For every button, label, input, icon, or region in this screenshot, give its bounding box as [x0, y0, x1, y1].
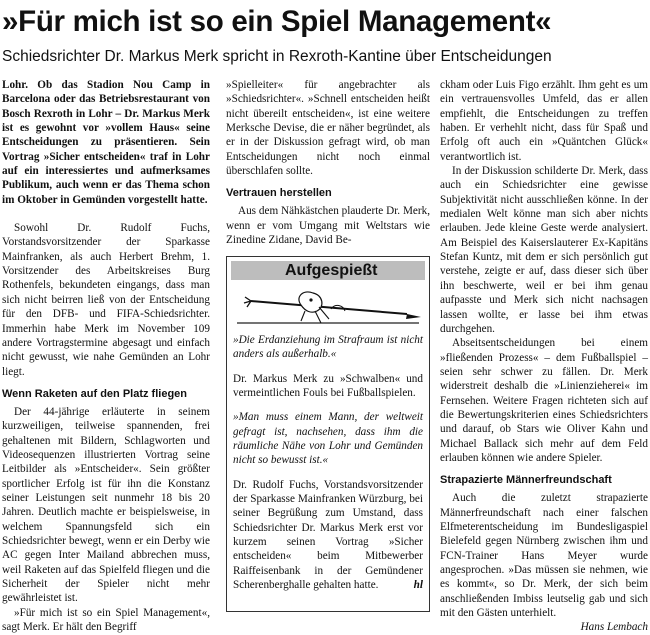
box-text	[233, 333, 423, 593]
quote: »Man muss einem Mann, der weltweit gefragt ist, nachsehen, dass ihm die räumliche Nähe von Lohr und Gemünden nicht so bewusst ist.«	[233, 411, 423, 467]
author-byline: Hans Lembach	[580, 621, 648, 634]
spear-cartoon-icon	[231, 281, 425, 329]
paragraph: Abseitsentscheidungen bei einem »fließenden Prozess« – dem Fußballspiel – seien sehr schwer zu fällen. Dr. Merk widerstreit deshalb die »Linienzieherei« im Fernsehen. Weitere Fragen richteten sich auf die Bewertungskriterien eines Schiedsrichters und darauf, ob Stars wie Oliver Kahn und Michael Ballack sich mehr auf dem Feld erlauben können wie andere Spieler.	[440, 337, 648, 464]
subheading: Vertrauen herstellen	[226, 187, 332, 200]
column-2	[226, 78, 430, 247]
quote-attribution: Dr. Rudolf Fuchs, Vorstandsvorsitzender der Sparkasse Mainfranken Würzburg, bei seiner Begrüßung zum Umstand, dass Schiedsrichter Dr. Markus Merk erst vor kurzem seinen Vortrag »Sicher entscheiden« beim Mitbewerber Raiffeisenbank in der Gemündener Scherenberghalle gehalten hatte. hl	[233, 478, 423, 592]
subtitle: Schiedsrichter Dr. Markus Merk spricht in Rexroth-Kantine über Entscheidungen	[2, 48, 552, 65]
lead-paragraph: Lohr. Ob das Stadion Nou Camp in Barcelona oder das Betriebsrestaurant von Bosch Rexroth in Lohr – Dr. Markus Merk ist es gewohnt vor »vollem Haus« seine Entscheidungen zu präsentieren. Sein Vortrag »Sicher entscheiden« traf in Lohr auf ein interessiertes und aufmerksames Publikum, auch wenn er das Thema schon im Oktober in Gemünden vorgestellt hatte.	[2, 79, 210, 206]
quote-attribution: Dr. Markus Merk zu »Schwalben« und vermeintlichen Fouls bei Fußballspielen.	[233, 372, 423, 400]
paragraph: In der Diskussion schilderte Dr. Merk, dass auch ein Schiedsrichter eine gewisse Subjektivität nicht ausschließen könne. In der medialen Welt könne man sich aber nichts erlauben. Jede kleine Geste werde analysiert. Am Beispiel des Kaiserslauterer Ex-Kapitäns Stefan Kuntz, mit dem er sich persönlich gut verstehe, zeigte er auf, dass dieser sich über ihn beschwerte, weil er bei ihm genau aufpasste und Merk sich nicht nachsagen lassen wollte, er lasse bei ihm etwas durchgehen.	[440, 165, 648, 335]
box-signature: hl	[413, 579, 423, 592]
paragraph: »Spielleiter« für angebrachter als »Schiedsrichter«. »Schnell entscheiden heißt nicht übereilt entscheiden«, ist eine weitere Merksche Devise, die er näher begründet, als er in der Diskussion gefragt wird, ob man Entscheidungen nicht noch einmal überschlafen sollte.	[226, 79, 430, 178]
paragraph: Sowohl Dr. Rudolf Fuchs, Vorstandsvorsitzender der Sparkasse Mainfranken, als auch Herbert Brehm, 1. Vorsitzender des Arbeitskreises Burg Rothenfels, bekundeten eingangs, dass man sich nicht beirren ließ von der Entscheidung für den DFB- und FIFA-Schiedsrichter. Immerhin habe Merk im November 109 andere Vortragstermine abgesagt und einfach nicht gewusst, wie nahe Gemünden an Lohr liegt.	[2, 222, 210, 378]
box-title: Aufgespießt	[285, 262, 378, 279]
quote: »Die Erdanziehung im Strafraum ist nicht anders als außerhalb.«	[233, 334, 423, 361]
paragraph: Auch die zuletzt strapazierte Männerfreundschaft nach einer falschen Elfmeterentscheidung im Bundesligaspiel Bielefeld gegen Nürnberg zwischen ihm und FCN-Trainer Hans Meyer wurde angesprochen. »Das müssen sie nehmen, wie es kommt«, so Dr. Merk, der sich beim anschließenden Imbiss leutselig gab und sich mit den Gästen unterhielt.	[440, 492, 648, 620]
paragraph: Aus dem Nähkästchen plauderte Dr. Merk, wenn er vom Umgang mit Weltstars wie Zinedine Zidane, David Be-	[226, 205, 430, 247]
aufgespiesst-box	[226, 256, 430, 612]
paragraph: »Für mich ist so ein Spiel Management«, sagt Merk. Er hält den Begriff	[2, 606, 210, 634]
subheading: Strapazierte Männerfreundschaft	[440, 474, 612, 487]
headline: »Für mich ist so ein Spiel Management«	[2, 5, 552, 38]
column-1	[2, 78, 210, 634]
paragraph: Der 44-jährige erläuterte in seinem kurzweiligen, teilweise spannenden, frei gehaltenen mit Bildern, Schlagworten und Videosequenzen illustrierten Vortrag seine Leitbilder als »Entscheider«. Sein größter sportlicher Erfolg ist für ihn die Konstanz seiner Leistungen seit nunmehr 18 bis 20 Jahren. Deutlich machte er beispielsweise, in welchem Spannungsfeld sich ein Schiedsrichter bewegt, wenn er ein Derby wie AC gegen Inter Mailand abbrechen muss, weil Raketen auf das Spielfeld fliegen und die Sicherheit der Spieler nicht mehr gewährleistet ist.	[2, 405, 210, 605]
subheading: Wenn Raketen auf den Platz fliegen	[2, 387, 187, 400]
box-header	[231, 261, 425, 280]
column-3	[440, 78, 648, 635]
paragraph: ckham oder Luis Figo erzählt. Ihm geht es um ein vertrauensvolles Umfeld, das er allen empfiehlt, die Entscheidungen zu treffen haben. Er verhehlt nicht, dass für Spaß und Erfolg oft auch ein »Quäntchen Glück« verantwortlich ist.	[440, 79, 648, 163]
